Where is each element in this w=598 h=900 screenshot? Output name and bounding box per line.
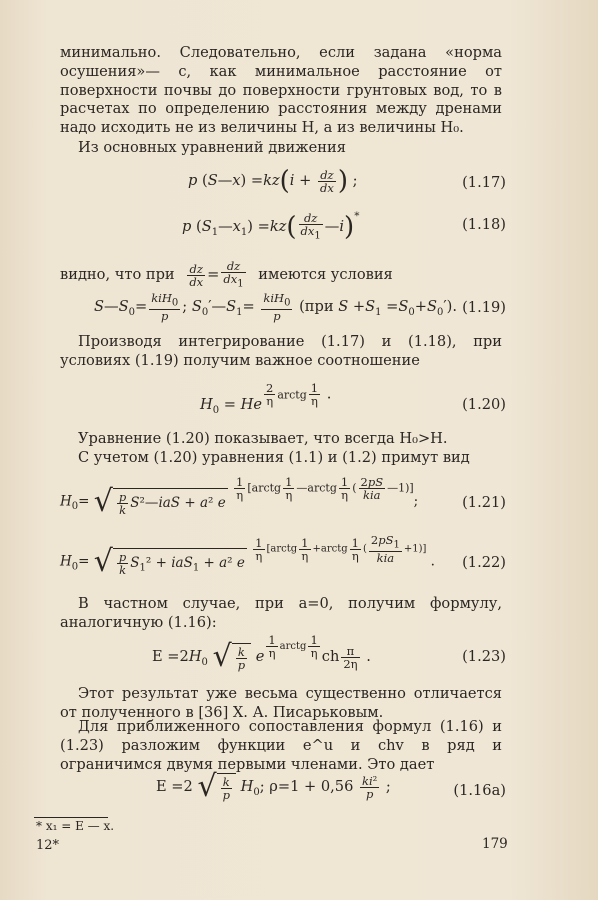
equation-1-17-body: p (S—x) =kz(i + $\frac{dz}{dx}$ ) ; [188, 166, 358, 196]
equation-1-16a-body: E =2 √ $\frac{k}{p}$ $H_0$; ρ=1 + 0,56 $\frac{\text{ki²}}{p}$ ; [156, 769, 391, 804]
equation-number: (1.20) [462, 396, 506, 413]
equation-number: (1.17) [462, 174, 506, 191]
equation-1-16a [60, 769, 506, 812]
equation-1-21 [60, 476, 506, 524]
paragraph-2: Из основных уравнений движения [78, 139, 346, 156]
equation-1-18 [60, 210, 506, 244]
equation-number: (1.18) [462, 216, 506, 233]
paragraph-1-text: минимально. Следовательно, если задана «норма осушения»— c, как минимальное расстояние от поверхности почвы до поверхности грунтовых вод, то в расчетах по определению расстояния между дренами надо исходить не из величины H, а из величины H₀. [60, 44, 502, 137]
equation-1-19-body: $S—S_0=$ $\frac{kiH_0}{p}$ ; $S_0'—S_1=$ $\frac{kiH_0}{p}$ (при $S +S_1 =S_0+S_0'$). [94, 291, 457, 324]
equation-1-22 [60, 534, 506, 582]
equation-1-23 [60, 634, 506, 678]
paragraph-7: В частном случае, при a=0, получим формулу, аналогичную (1.16): [60, 595, 502, 631]
equation-1-23-body: $E =2H_0$ √ $\frac{k}{p}$ e $\frac{1}{\eta}$ arctg $\frac{1}{\eta}$ ch $\frac{\pi}{2\eta}$ . [152, 633, 371, 674]
condition-line [60, 254, 506, 288]
paragraph-6: С учетом (1.20) уравнения (1.1) и (1.2) примут вид [78, 449, 470, 466]
equation-1-17 [60, 168, 506, 200]
footnote: * x₁ = E — x. [36, 819, 115, 833]
signature-mark: 12* [36, 838, 60, 853]
equation-number: (1.22) [462, 554, 506, 571]
paragraph-5: Уравнение (1.20) показывает, что всегда H₀>H. [78, 430, 448, 447]
paragraph-4: Производя интегрирование (1.17) и (1.18), при условиях (1.19) получим важное соотношение [60, 333, 502, 369]
page-number: 179 [482, 836, 508, 852]
footnote-divider [34, 817, 108, 818]
equation-1-19 [60, 292, 506, 326]
condition-line-body: видно, что при $\frac{dz}{dx}$ = $\frac{dz}{dx_1}$ имеются условия [60, 259, 393, 290]
equation-1-20 [60, 382, 506, 416]
equation-number: (1.23) [462, 648, 506, 665]
equation-number: (1.16а) [453, 782, 506, 799]
equation-number: (1.19) [462, 299, 506, 316]
paragraph-8: Этот результат уже весьма существенно отличается от полученного в [36] Х. А. Писарьковым. [60, 685, 502, 721]
equation-1-21-body: $H_0=$ √ $\frac{p}{k}$ S²—iaS + a² e $\frac{1}{\eta}$ [arctg $\frac{1}{\eta}$ —arctg $\frac{1}{\eta}$ ( $\frac{2pS}{\text{kia}}$ —1)]; [60, 475, 419, 519]
paragraph-9: Для приближенного сопоставления формул (1.16) и (1.23) разложим функции e^u и chv в ряд и ограничимся двумя первыми членами. Это дает [60, 718, 502, 773]
equation-number: (1.21) [462, 494, 506, 511]
equation-1-18-body: p $(S_1—x_1) =kz$( $\frac{dz}{dx_1}$ —i)* [182, 210, 360, 242]
paragraph-1 [60, 44, 502, 138]
equation-1-22-body: $H_0=$ √ $\frac{p}{k}$ $S_1^2 + iaS_1 + a^2$ e $\frac{1}{\eta}$ [arctg $\frac{1}{\eta}$ +arctg $\frac{1}{\eta}$ ( $\frac{2pS_1}{\text{kia}}$ +1)] . [60, 533, 435, 580]
equation-1-20-body: $H_0 = He$ $\frac{2}{\eta}$ arctg $\frac{1}{\eta}$ . [200, 381, 332, 416]
